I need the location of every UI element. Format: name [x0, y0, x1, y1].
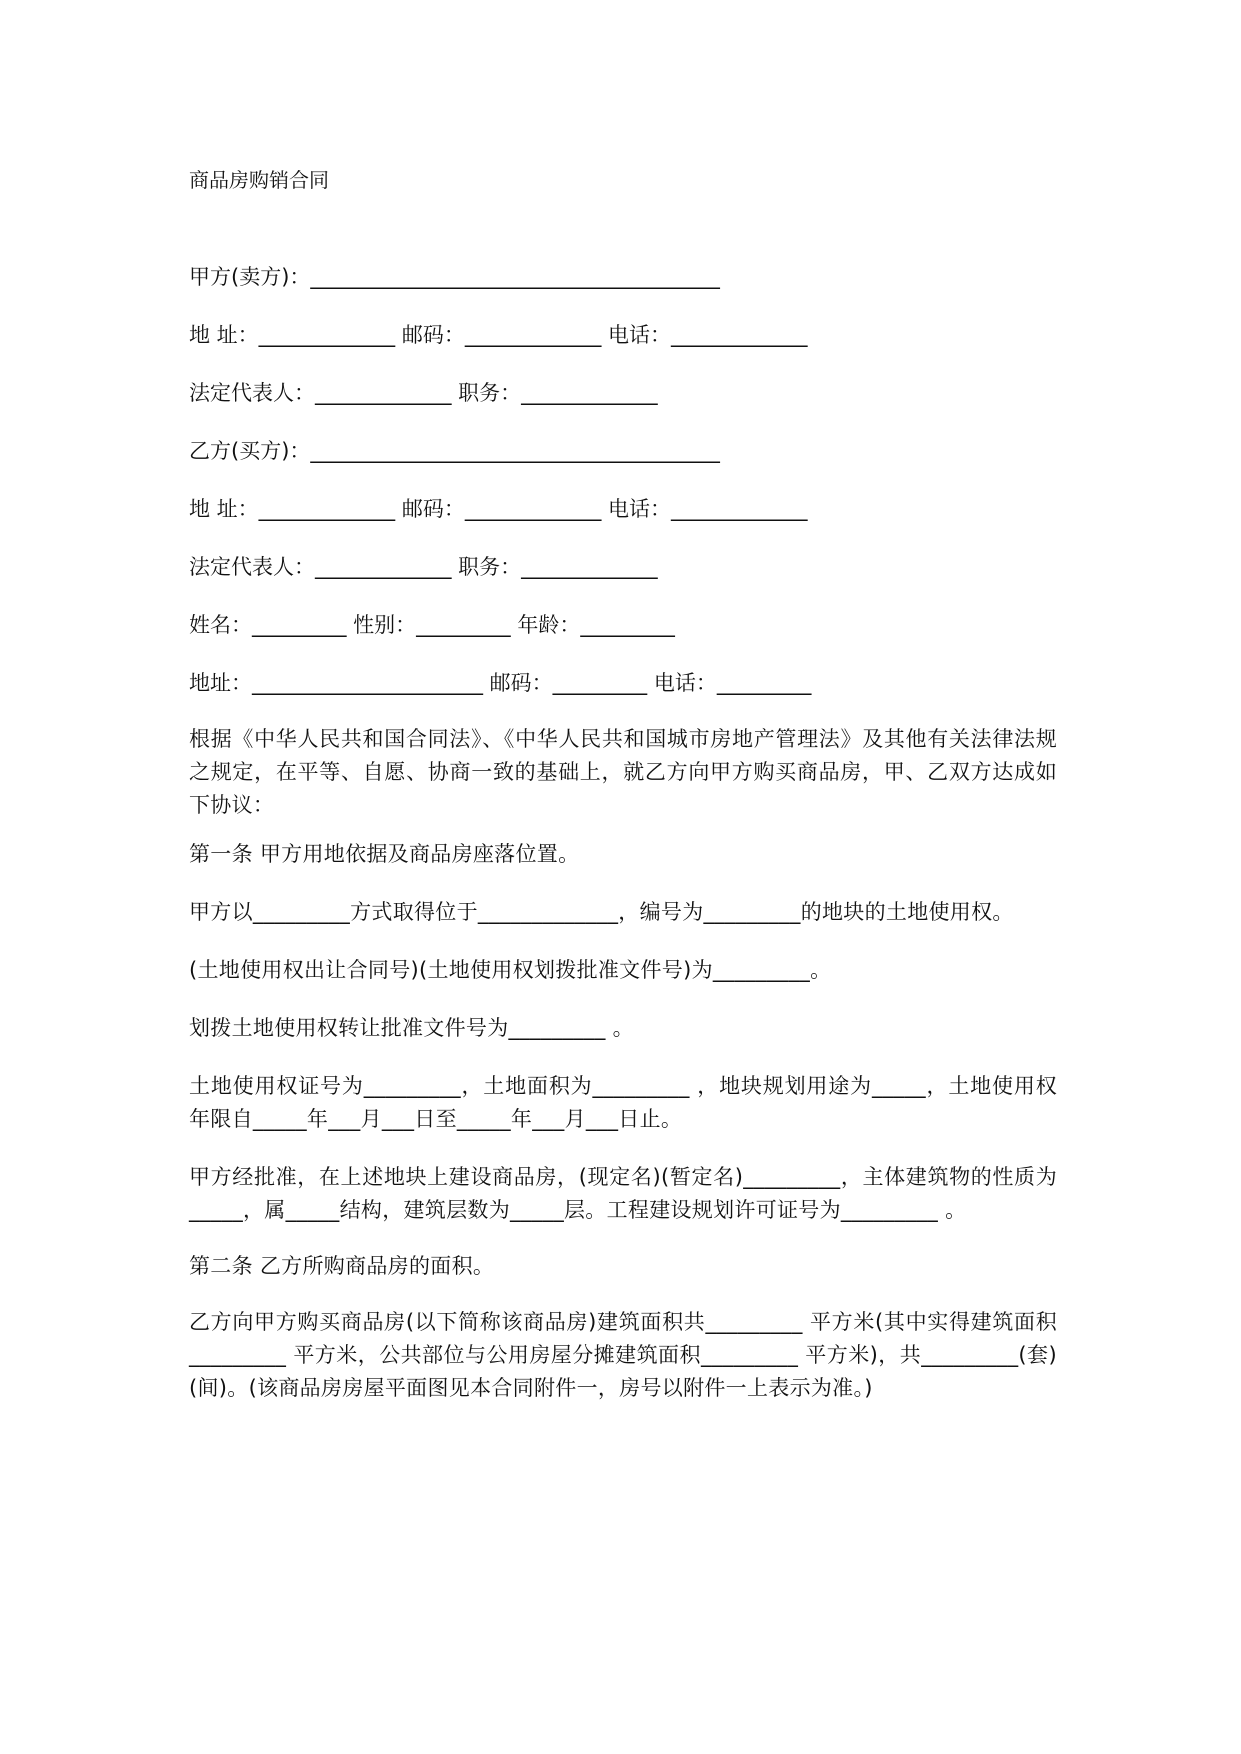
article-2-heading: 第二条 乙方所购商品房的面积。	[189, 1254, 495, 1278]
document-title: 商品房购销合同	[189, 168, 329, 192]
land-contract-number-paragraph: (土地使用权出让合同号)(土地使用权划拨批准文件号)为_________。	[189, 958, 832, 982]
preamble-paragraph: 根据《中华人民共和国合同法》、《中华人民共和国城市房地产管理法》及其他有关法律法规之规定，在平等、自愿、协商一致的基础上，就乙方向甲方购买商品房，甲、乙双方达成如下协议：	[189, 727, 1057, 817]
buyer-address-line: 地址：______________________ 邮码：_________ 电话：_________	[189, 671, 812, 695]
party-a-representative-line: 法定代表人：_____________ 职务：_____________	[189, 381, 658, 405]
transfer-approval-paragraph: 划拨土地使用权转让批准文件号为_________ 。	[189, 1016, 634, 1040]
party-b-address-line: 地 址：_____________ 邮码：_____________ 电话：_____________	[189, 497, 808, 521]
party-b-line: 乙方(买方)：_______________________________________	[189, 439, 720, 463]
construction-approval-paragraph: 甲方经批准，在上述地块上建设商品房，(现定名)(暂定名)_________，主体建筑物的性质为_____，属_____结构，建筑层数为_____层。工程建设规划许可证号为_________ 。	[189, 1165, 1057, 1222]
land-certificate-paragraph: 土地使用权证号为_________，土地面积为_________ ，地块规划用途为_____，土地使用权年限自_____年___月___日至_____年___月___日止。	[189, 1074, 1057, 1131]
article-1-heading: 第一条 甲方用地依据及商品房座落位置。	[189, 842, 580, 866]
party-a-line: 甲方(卖方)：_______________________________________	[189, 265, 720, 289]
party-a-address-line: 地 址：_____________ 邮码：_____________ 电话：_____________	[189, 323, 808, 347]
party-b-representative-line: 法定代表人：_____________ 职务：_____________	[189, 555, 658, 579]
land-acquisition-paragraph: 甲方以_________方式取得位于_____________，编号为_________的地块的土地使用权。	[189, 900, 1014, 924]
buyer-personal-info-line: 姓名：_________ 性别：_________ 年龄：_________	[189, 613, 675, 637]
area-paragraph: 乙方向甲方购买商品房(以下简称该商品房)建筑面积共_________ 平方米(其中实得建筑面积_________ 平方米，公共部位与公用房屋分摊建筑面积_________ 平方米)，共_________(套)(间)。(该商品房房屋平面图见本合同附件一，房号以附件一上表示为准。)	[189, 1310, 1057, 1400]
